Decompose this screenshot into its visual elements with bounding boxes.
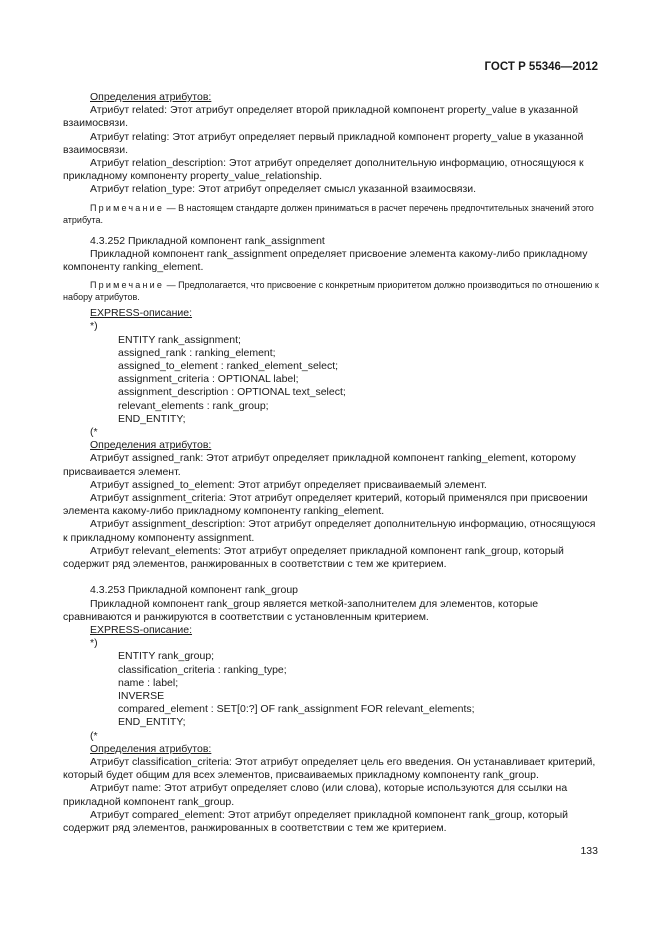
document-header: ГОСТ Р 55346—2012 (484, 61, 598, 73)
code-line: END_ENTITY; (118, 716, 186, 729)
attribute-definition: Атрибут relating: Этот атрибут определяет первый прикладной компонент property_value в указанной взаимосвязи. (63, 130, 584, 156)
code-line: assigned_rank : ranking_element; (118, 346, 276, 359)
code-line: ENTITY rank_assignment; (118, 333, 241, 346)
code-line: END_ENTITY; (118, 412, 186, 425)
express-title: EXPRESS-описание: (90, 623, 193, 636)
code-line: relevant_elements : rank_group; (118, 399, 269, 412)
express-open: *) (90, 637, 98, 650)
code-line: name : label; (118, 676, 179, 689)
note (63, 202, 599, 226)
code-line: INVERSE (118, 689, 165, 702)
defs-title: Определения атрибутов: (90, 91, 212, 103)
section-intro: Прикладной компонент rank_assignment определяет присвоение элемента какому-либо прикладному компоненту ranking_element. (63, 247, 588, 274)
attribute-definition: Атрибут name: Этот атрибут определяет слово (или слова), которые используются для ссылки на прикладной компонент rank_group. (63, 782, 568, 808)
note-label: Примечание (90, 202, 165, 213)
express-title: EXPRESS-описание: (90, 307, 193, 320)
express-close: (* (90, 426, 98, 439)
attribute-definition: Атрибут relation_type: Этот атрибут определяет смысл указанной взаимосвязи. (90, 183, 477, 196)
note-text: — В настоящем стандарте должен приниматься в расчет перечень предпочтительных значений этого атрибута. (63, 202, 594, 225)
attribute-definition: Атрибут compared_element: Этот атрибут определяет прикладной компонент rank_group, который содержит ряд элементов, ранжированных в соответствии с тем же критерием. (63, 808, 568, 834)
defs-title: Определения атрибутов: (90, 439, 212, 452)
page-number: 133 (580, 845, 598, 857)
code-line: assignment_description : OPTIONAL text_select; (118, 386, 346, 399)
attribute-definition: Атрибут assignment_description: Этот атрибут определяет дополнительную информацию, относящуюся к прикладному компоненту assignment. (63, 518, 596, 544)
defs-title: Определения атрибутов: (90, 742, 212, 755)
section-intro: Прикладной компонент rank_group является меткой-заполнителем для элементов, которые сравниваются и ранжируются в соответствии с установленным критерием. (63, 597, 539, 623)
attribute-definition: Атрибут assigned_rank: Этот атрибут определяет прикладной компонент ranking_element, которому присваивается элемент. (63, 452, 576, 478)
attribute-definition: Атрибут classification_criteria: Этот атрибут определяет цель его введения. Он устанавливает критерий, который будет общим для всех элементов, присваиваемых прикладному компоненту rank_group. (63, 755, 596, 782)
code-line: assignment_criteria : OPTIONAL label; (118, 373, 299, 386)
express-close: (* (90, 729, 98, 742)
section-heading: 4.3.252 Прикладной компонент rank_assignment (90, 234, 325, 247)
note (63, 279, 599, 303)
note-text: — Предполагается, что присвоение с конкретным приоритетом должно производиться по отношению к набору атрибутов. (63, 280, 599, 303)
attribute-definition: Атрибут assigned_to_element: Этот атрибут определяет присваиваемый элемент. (90, 478, 487, 491)
note-label: Примечание (90, 280, 165, 291)
attribute-definition: Атрибут relevant_elements: Этот атрибут определяет прикладной компонент rank_group, который содержит ряд элементов, ранжированных в соответствии с тем же критерием. (63, 544, 564, 571)
attribute-definition: Атрибут related: Этот атрибут определяет второй прикладной компонент property_value в указанной взаимосвязи. (63, 104, 579, 130)
code-line: classification_criteria : ranking_type; (118, 663, 287, 676)
code-line: compared_element : SET[0:?] OF rank_assignment FOR relevant_elements; (118, 703, 475, 716)
express-open: *) (90, 320, 98, 333)
attribute-definition: Атрибут assignment_criteria: Этот атрибут определяет критерий, который применялся при присвоении элемента какому-либо прикладному компоненту ranking_element. (63, 492, 588, 518)
page-body (63, 91, 599, 835)
express-code (63, 650, 599, 729)
express-code (63, 334, 599, 426)
code-line: ENTITY rank_group; (118, 650, 215, 663)
section-heading: 4.3.253 Прикладной компонент rank_group (90, 584, 299, 597)
attribute-definition: Атрибут relation_description: Этот атрибут определяет дополнительную информацию, относящуюся к прикладному компоненту property_value_relationship. (63, 157, 584, 183)
code-line: assigned_to_element : ranked_element_select; (118, 360, 339, 373)
